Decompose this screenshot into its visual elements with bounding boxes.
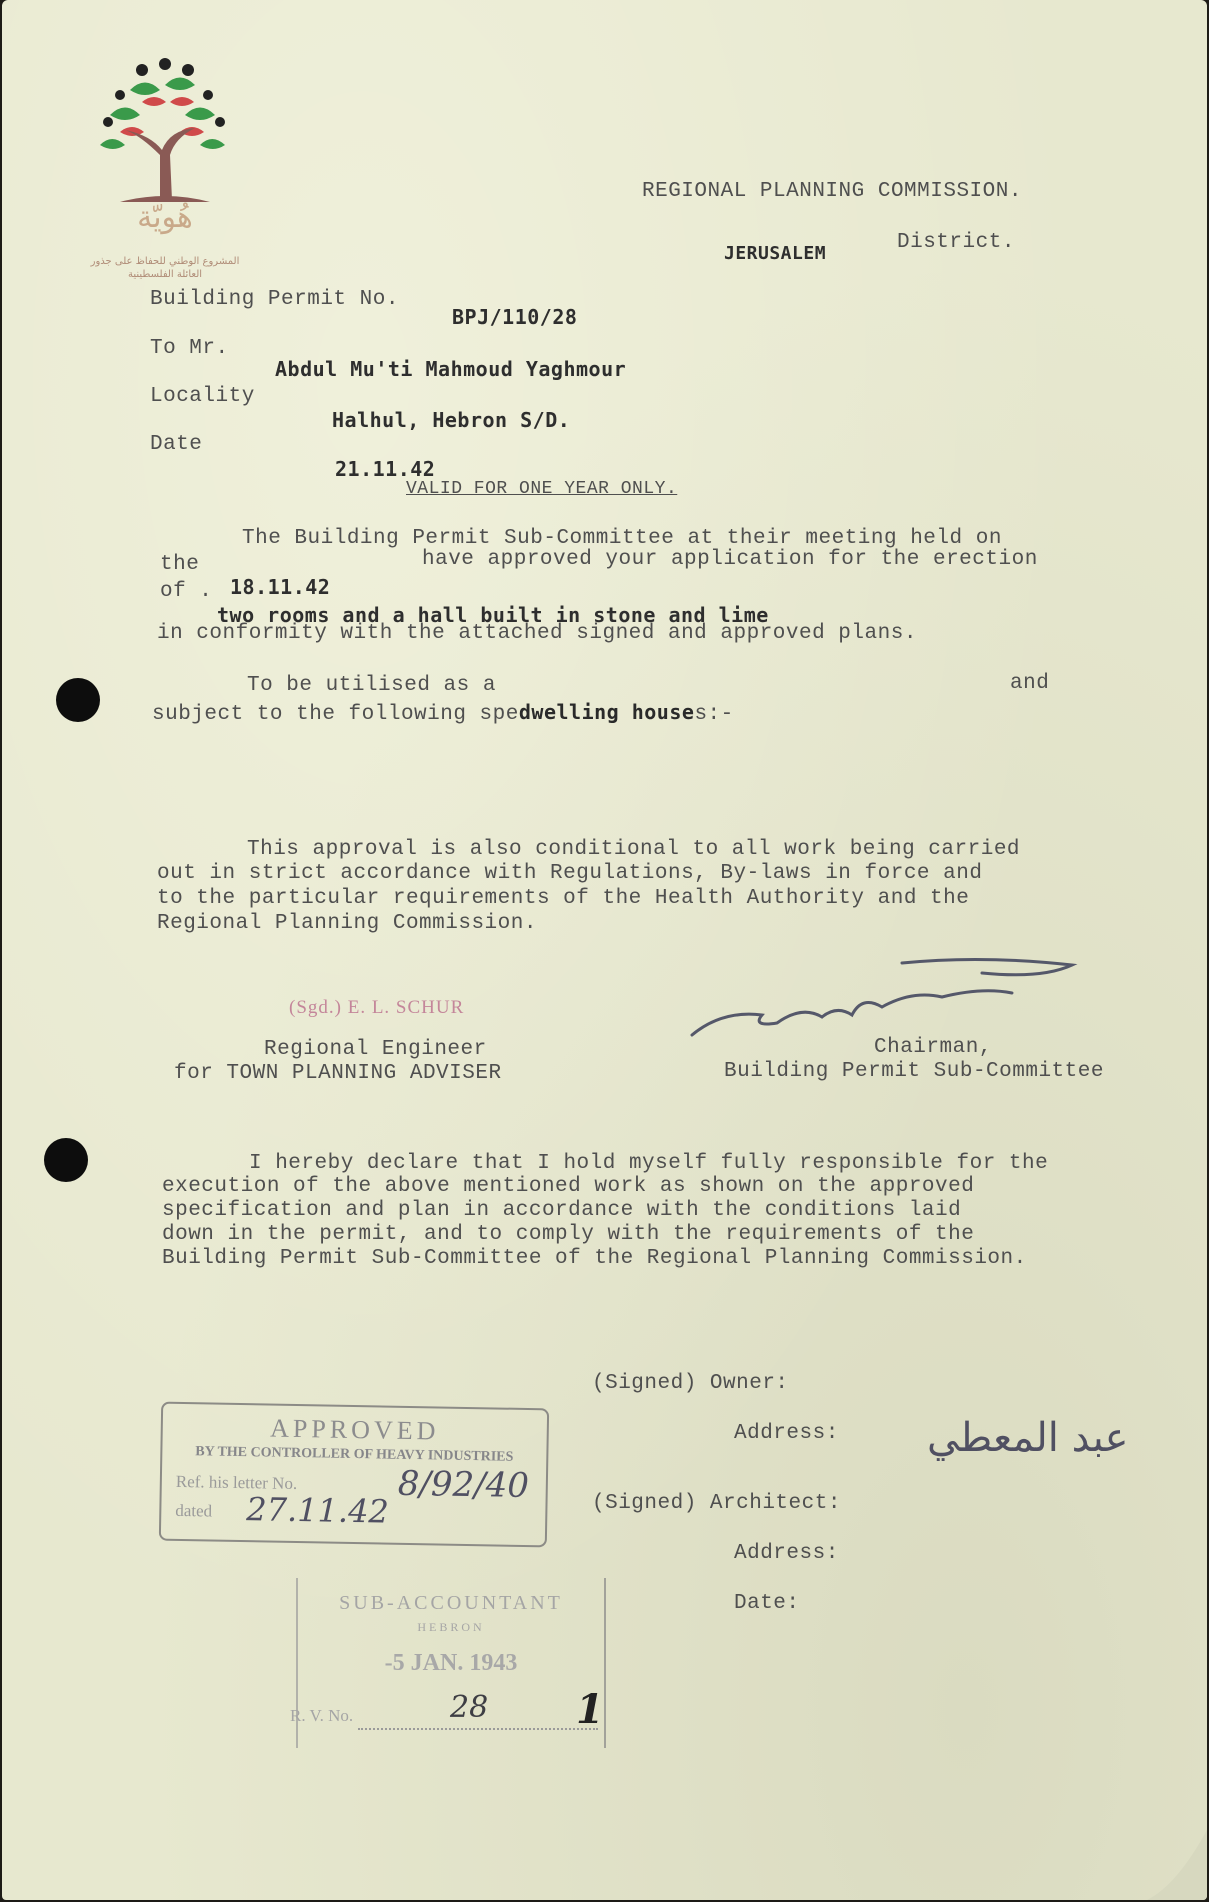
family-tree-icon (80, 50, 250, 210)
owner-address-label: Address: (734, 1422, 839, 1445)
right-title2: Building Permit Sub-Committee (724, 1060, 1104, 1083)
signed-architect: (Signed) Architect: (592, 1492, 841, 1515)
p1-of: of . (160, 580, 213, 603)
declaration-line3: specification and plan in accordance with the conditions laid (162, 1199, 962, 1222)
p1-line4: in conformity with the attached signed and approved plans. (157, 622, 917, 645)
p2-line2 (152, 700, 734, 726)
district-label: District. (897, 231, 1015, 254)
owner-signature: عبد المعطي (927, 1415, 1129, 1461)
p2-line2-start: subject to the following spe (152, 703, 519, 726)
accountant-stamp-date: -5 JAN. 1943 (384, 1650, 518, 1676)
locality-label: Locality (150, 385, 255, 408)
use-value: dwelling house (518, 700, 695, 724)
p1-the: the (160, 553, 200, 576)
district-name: JERUSALEM (724, 243, 827, 264)
to-name: Abdul Mu'ti Mahmoud Yaghmour (275, 357, 627, 381)
p2-and: and (1010, 672, 1050, 695)
approved-dated-label: dated (175, 1500, 213, 1521)
folded-corner (1147, 1830, 1207, 1900)
p2-line2-end: s:- (694, 703, 734, 726)
signed-owner: (Signed) Owner: (592, 1372, 789, 1395)
permit-no: BPJ/110/28 (452, 305, 578, 329)
accountant-rv-mark: 1 (576, 1686, 604, 1733)
accountant-stamp (290, 1578, 606, 1748)
right-title1: Chairman, (874, 1036, 992, 1059)
punch-hole-top (56, 678, 100, 722)
approved-stamp (159, 1402, 549, 1548)
locality-value: Halhul, Hebron S/D. (332, 408, 571, 432)
sgd-stamp: (Sgd.) E. L. SCHUR (289, 997, 465, 1018)
architect-address-label: Address: (734, 1542, 839, 1565)
accountant-rv-no: 28 (450, 1690, 489, 1725)
meeting-date: 18.11.42 (230, 575, 331, 599)
approved-stamp-subtitle: BY THE CONTROLLER OF HEAVY INDUSTRIES (195, 1444, 514, 1465)
p3-line4: Regional Planning Commission. (157, 912, 537, 935)
p1-line1: The Building Permit Sub-Committee at their meeting held on (242, 527, 1002, 550)
validity-note: VALID FOR ONE YEAR ONLY. (406, 479, 678, 499)
accountant-dotted-line (358, 1728, 598, 1730)
erection-description: two rooms and a hall built in stone and lime (217, 603, 769, 627)
approved-ref-no: 8/92/40 (397, 1463, 530, 1507)
logo-name-arabic: هُويّة (137, 200, 193, 235)
owner-date-label: Date: (734, 1592, 800, 1615)
punch-hole-bottom (44, 1138, 88, 1182)
hawiya-logo (80, 50, 250, 290)
approved-ref-label: Ref. his letter No. (175, 1471, 298, 1494)
left-title1: Regional Engineer (264, 1038, 487, 1061)
commission-heading: REGIONAL PLANNING COMMISSION. (642, 180, 1022, 203)
left-title2: for TOWN PLANNING ADVISER (174, 1062, 502, 1085)
accountant-rv-label: R. V. No. (290, 1706, 354, 1725)
to-label: To Mr. (150, 337, 229, 360)
declaration-line2: execution of the above mentioned work as shown on the approved (162, 1175, 975, 1198)
p3-line1: This approval is also conditional to all work being carried (247, 838, 1021, 861)
accountant-stamp-title: SUB-ACCOUNTANT (339, 1592, 563, 1614)
p3-line3: to the particular requirements of the Health Authority and the (157, 887, 970, 910)
approved-dated-value: 27.11.42 (246, 1490, 390, 1531)
permit-no-label: Building Permit No. (150, 288, 399, 311)
p3-line2: out in strict accordance with Regulations, By-laws in force and (157, 862, 983, 885)
date-value: 21.11.42 (335, 457, 436, 481)
approved-stamp-title: APPROVED (269, 1413, 440, 1446)
declaration-line5: Building Permit Sub-Committee of the Regional Planning Commission. (162, 1247, 1027, 1270)
declaration-line1: I hereby declare that I hold myself fully responsible for the (249, 1152, 1049, 1175)
p2-line1: To be utilised as a (247, 674, 496, 697)
date-label: Date (150, 433, 203, 456)
accountant-stamp-place: HEBRON (417, 1620, 485, 1634)
declaration-line4: down in the permit, and to comply with the requirements of the (162, 1223, 975, 1246)
logo-tagline-arabic: المشروع الوطني للحفاظ على جذور العائلة الفلسطينية (90, 256, 240, 280)
permit-document (2, 0, 1207, 1900)
p1-line2: have approved your application for the erection (422, 548, 1038, 571)
